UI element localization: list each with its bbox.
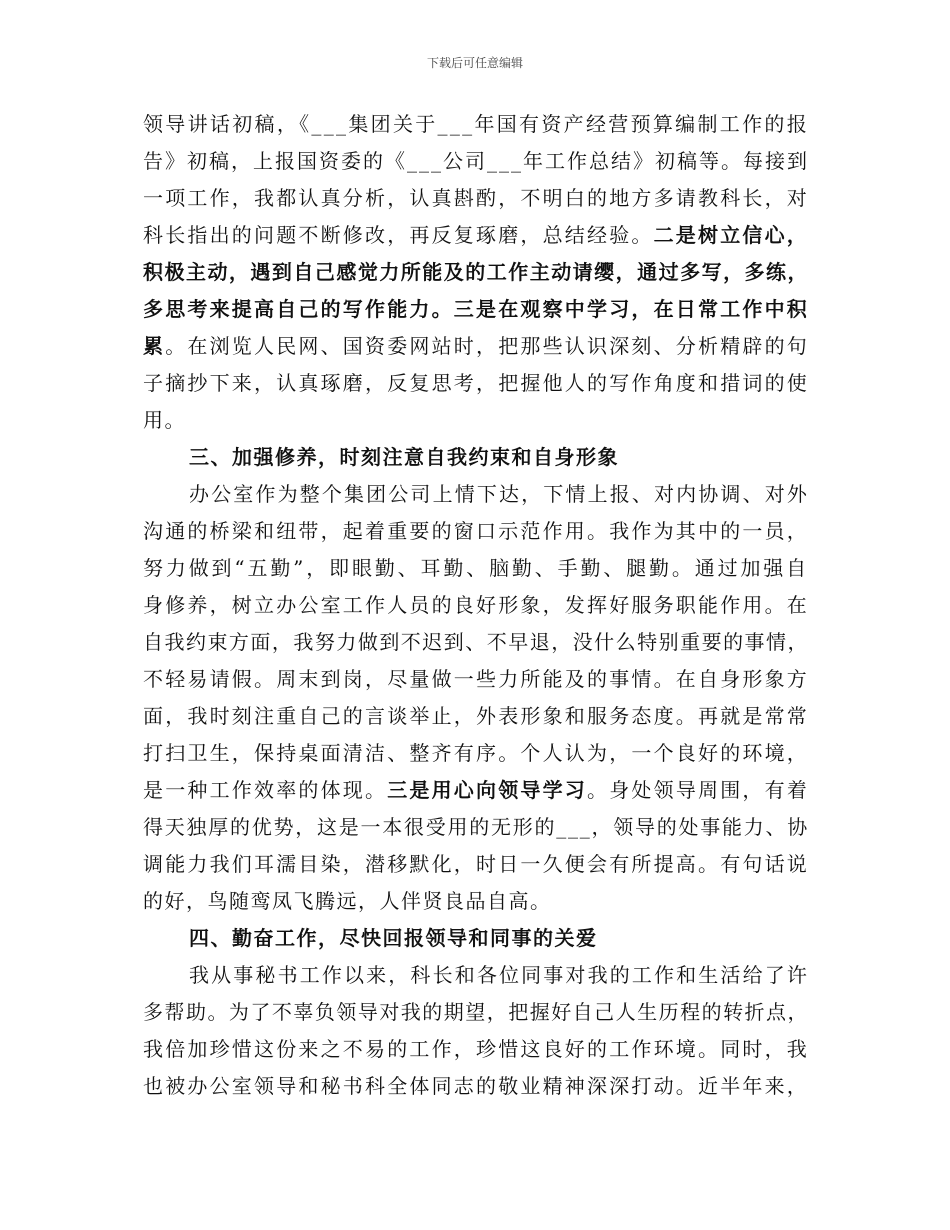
text-run: 子摘抄下来，认真琢磨，反复思考，把握他人的写作角度和措词的使: [143, 371, 809, 395]
text-line: [143, 846, 809, 883]
page-header: 下载后可任意编辑: [426, 56, 523, 70]
text-line: [143, 254, 809, 291]
text-run: 也被办公室领导和秘书科全体同志的敬业精神深深打动。近半年来，: [143, 1074, 809, 1098]
text-line: [143, 772, 809, 809]
text-run: 沟通的桥梁和纽带，起着重要的窗口示范作用。我作为其中的一员，: [143, 519, 809, 543]
text-line: [143, 1068, 809, 1105]
text-line: [143, 624, 809, 661]
text-line: [143, 735, 809, 772]
text-run: 不轻易请假。周末到岗，尽量做一些力所能及的事情。在自身形象方: [143, 667, 809, 691]
text-line: [143, 550, 809, 587]
text-run: 打扫卫生，保持桌面清洁、整齐有序。个人认为，一个良好的环境，: [143, 741, 809, 765]
bold-text: 二是树立信心，: [653, 223, 810, 247]
text-line: [143, 476, 809, 513]
text-run: 多帮助。为了不辜负领导对我的期望，把握好自己人生历程的转折点，: [143, 1000, 809, 1024]
text-line: [143, 883, 809, 920]
text-run: 是一种工作效率的体现。: [143, 778, 388, 802]
text-line: [143, 328, 809, 365]
bold-text: 累: [143, 334, 166, 358]
text-run: 面，我时刻注重自己的言谈举止，外表形象和服务态度。再就是常常: [143, 704, 809, 728]
bold-text: 三是用心向领导学习: [387, 778, 588, 802]
text-line: [143, 957, 809, 994]
text-run: 我倍加珍惜这份来之不易的工作，珍惜这良好的工作环境。同时，我: [143, 1037, 809, 1061]
text-run: 办公室作为整个集团公司上情下达，下情上报、对内协调、对外: [189, 482, 809, 506]
bold-text: 积极主动，遇到自己感觉力所能及的工作主动请缨，通过多写，多练，: [143, 260, 809, 284]
text-line: [143, 402, 809, 439]
text-line: [143, 180, 809, 217]
text-run: 告》初稿，上报国资委的《___公司___年工作总结》初稿等。每接到: [143, 149, 809, 173]
bold-text: 三、加强修养，时刻注意自我约束和自身形象: [189, 445, 619, 469]
text-run: 领导讲话初稿，《___集团关于___年国有资产经营预算编制工作的报: [143, 112, 809, 136]
section-heading: [143, 920, 809, 957]
text-line: [143, 994, 809, 1031]
text-line: [143, 291, 809, 328]
text-run: 调能力我们耳濡目染，潜移默化，时日一久便会有所提高。有句话说: [143, 852, 809, 876]
section-heading: [143, 439, 809, 476]
text-line: [143, 1031, 809, 1068]
text-line: [143, 143, 809, 180]
text-run: 努力做到“五勤”，即眼勤、耳勤、脑勤、手勤、腿勤。通过加强自: [143, 556, 809, 580]
text-run: 得天独厚的优势，这是一本很受用的无形的___，领导的处事能力、协: [143, 815, 809, 839]
bold-text: 四、勤奋工作，尽快回报领导和同事的关爱: [189, 926, 598, 950]
text-line: [143, 809, 809, 846]
text-run: 。身处领导周围，有着: [587, 778, 810, 802]
text-run: 自我约束方面，我努力做到不迟到、不早退，没什么特别重要的事情，: [143, 630, 809, 654]
text-line: [143, 217, 809, 254]
text-line: [143, 106, 809, 143]
text-run: 我从事秘书工作以来，科长和各位同事对我的工作和生活给了许: [189, 963, 809, 987]
bold-text: 多思考来提高自己的写作能力。三是在观察中学习，在日常工作中积: [143, 297, 809, 321]
text-run: 的好，鸟随鸾凤飞腾远，人伴贤良品自高。: [143, 889, 552, 913]
text-run: 用。: [143, 408, 186, 432]
text-line: [143, 587, 809, 624]
document-body: [143, 106, 809, 1105]
text-run: 一项工作，我都认真分析，认真斟酌，不明白的地方多请教科长，对: [143, 186, 809, 210]
text-run: 。在浏览人民网、国资委网站时，把那些认识深刻、分析精辟的句: [165, 334, 810, 358]
text-line: [143, 698, 809, 735]
text-run: 身修养，树立办公室工作人员的良好形象，发挥好服务职能作用。在: [143, 593, 809, 617]
text-line: [143, 365, 809, 402]
text-run: 科长指出的问题不断修改，再反复琢磨，总结经验。: [143, 223, 654, 247]
text-line: [143, 661, 809, 698]
text-line: [143, 513, 809, 550]
